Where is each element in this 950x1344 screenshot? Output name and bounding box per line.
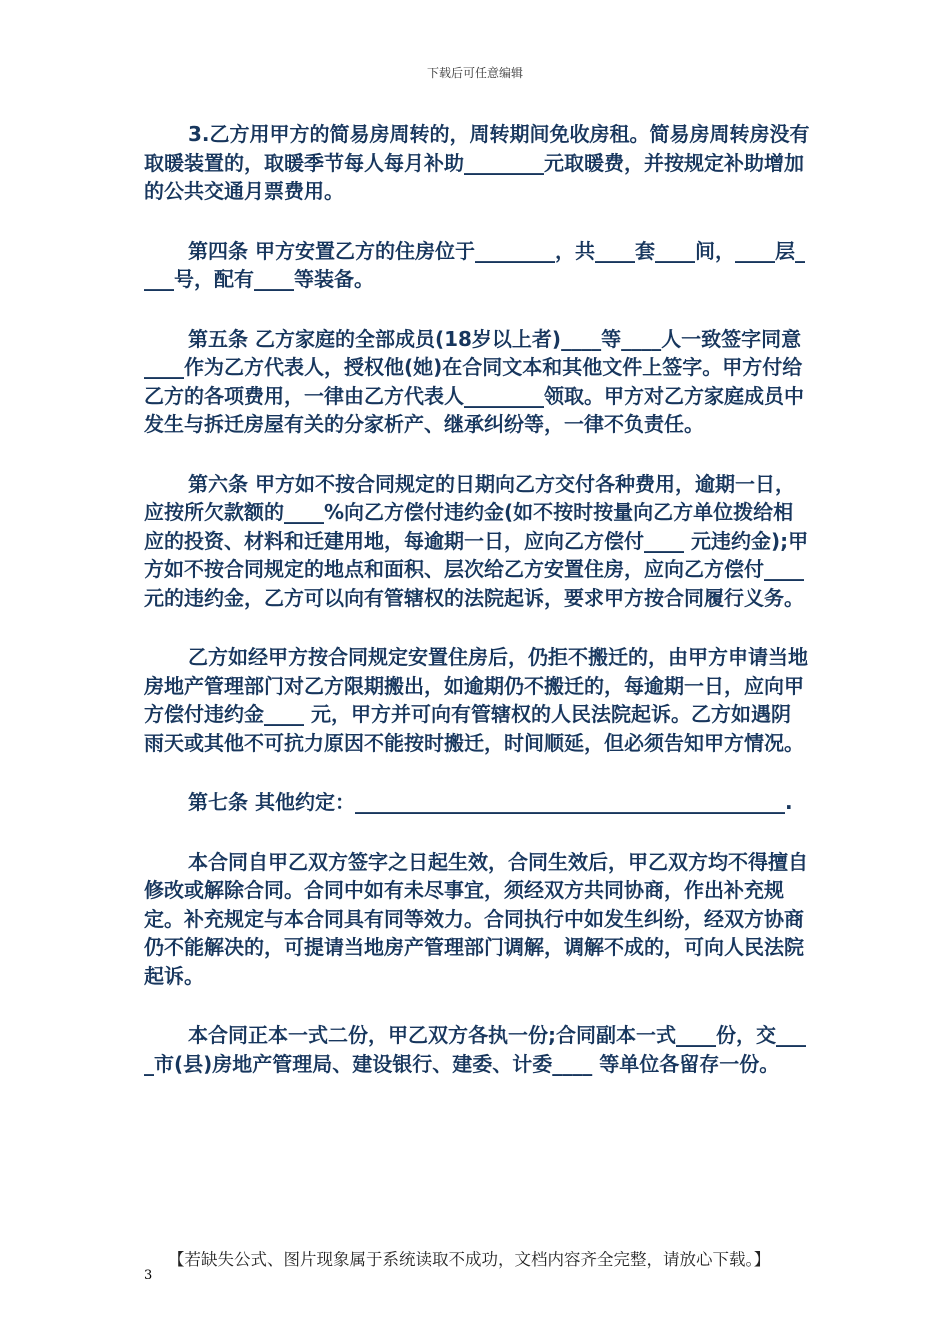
paragraph-copies: 本合同正本一式二份，甲乙双方各执一份;合同副本一式____份，交____市(县)房地产管理局、建设银行、建委、计委____ 等单位各留存一份。 (144, 1023, 806, 1076)
paragraph-heating-subsidy: 3.乙方用甲方的简易房周转的，周转期间免收房租。简易房周转房没有取暖装置的，取暖季节每人每月补助________元取暖费，并按规定补助增加的公共交通月票费用。 (144, 122, 810, 203)
paragraph-effectiveness: 本合同自甲乙双方签字之日起生效，合同生效后，甲乙双方均不得擅自修改或解除合同。合同中如有未尽事宜，须经双方共同协商，作出补充规定。补充规定与本合同具有同等效力。合同执行中如发生纠纷，经双方协商仍不能解决的，可提请当地房产管理部门调解，调解不成的，可向人民法院起诉。 (144, 849, 808, 988)
document-body (144, 120, 810, 1109)
page-header: 下载后可任意编辑 (426, 66, 523, 80)
footer-note: 【若缺失公式、图片现象属于系统读取不成功，文档内容齐全完整，请放心下载。】 (168, 1250, 771, 1269)
paragraph-article-4: 第四条 甲方安置乙方的住房位于________，共____套____间，____层____号，配有____等装备。 (144, 238, 805, 291)
paragraph-article-6: 第六条 甲方如不按合同规定的日期向乙方交付各种费用，逾期一日，应按所欠款额的____%向乙方偿付违约金(如不按时按量向乙方单位拨给相应的投资、材料和迁建用地，每逾期一日，应向乙方偿付____ 元违约金);甲方如不按合同规定的地点和面积、层次给乙方安置住房，应向乙方偿付____ 元的违约金，乙方可以向有管辖权的法院起诉，要求甲方按合同履行义务。 (144, 471, 811, 610)
paragraph-relocation-penalty: 乙方如经甲方按合同规定安置住房后，仍拒不搬迁的，由甲方申请当地房地产管理部门对乙方限期搬出，如逾期仍不搬迁的，每逾期一日，应向甲方偿付违约金____ 元，甲方并可向有管辖权的人民法院起诉。乙方如遇阴雨天或其他不可抗力原因不能按时搬迁，时间顺延，但必须告知甲方情况。 (144, 645, 808, 755)
page-number: 3 (144, 1268, 153, 1283)
paragraph-article-7: 第七条 其他约定：___________________________________________. (188, 790, 793, 814)
paragraph-article-5: 第五条 乙方家庭的全部成员(18岁以上者)____等____人一致签字同意____作为乙方代表人，授权他(她)在合同文本和其他文件上签字。甲方付给乙方的各项费用，一律由乙方代表人________领取。甲方对乙方家庭成员中发生与拆迁房屋有关的分家析产、继承纠纷等，一律不负责任。 (144, 326, 804, 436)
